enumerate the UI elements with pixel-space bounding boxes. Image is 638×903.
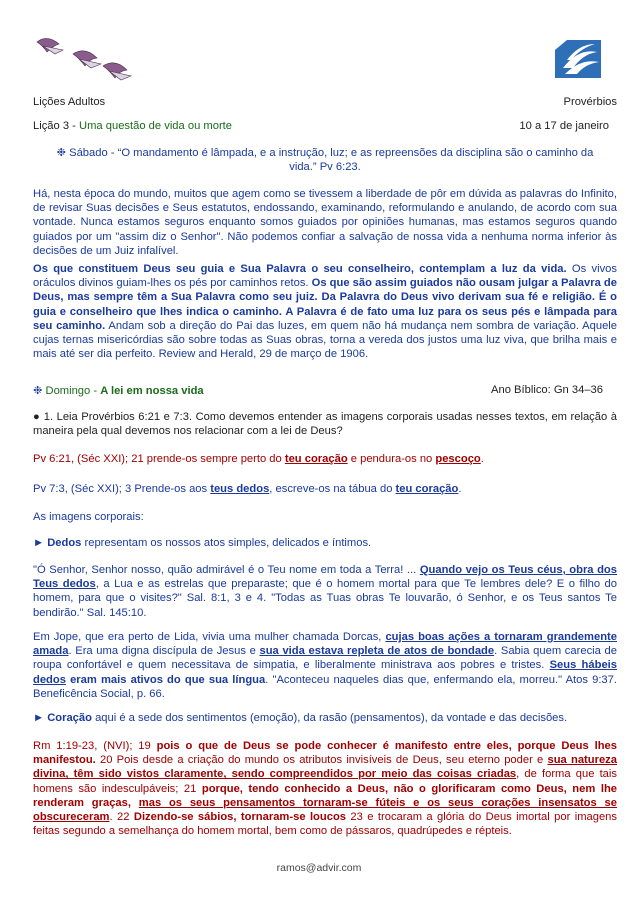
- footer-email: ramos@advir.com: [276, 862, 362, 874]
- verse-pv-6-21: Pv 6:21, (Séc XXI); 21 prende-os sempre perto do teu coração e pendura-os no pescoço.: [33, 453, 484, 465]
- church-logo: [553, 38, 603, 80]
- jope-paragraph: Em Jope, que era perto de Lida, vivia uma mulher chamada Dorcas, cujas boas ações a tornaram grandemente amada. Era uma digna discípula de Jesus e sua vida estava repleta de atos de bondade. Sabia quem carecia de roupa confortável e quem necessitava de simpatia, e liberalmente ministrava aos pobres e tristes. Seus hábeis dedos eram mais ativos do que sua língua. "Aconteceu naqueles dias que, enfermando ela, morreu." Atos 9:37. Beneficência Social, p. 66.: [33, 631, 618, 700]
- salmo-quote: "Ó Senhor, Senhor nosso, quão admirável é o Teu nome em toda a Terra! ... Quando vejo os Teus céus, obra dos Teus dedos, a Lua e as estrelas que preparaste; que é o homem mortal para que Te lembres dele? E o filho do homem, para que o visites?" Sal. 8:1, 3 e 4. "Todas as Tuas obras Te louvarão, ó Senhor, e os Teus santos Te bendirão." Sal. 145:10.: [33, 564, 617, 619]
- sabado-quote: ❉ Sábado - “O mandamento é lâmpada, e a instrução, luz; e as repreensões da disciplina são o caminho da vida.” Pv 6:23.: [56, 147, 594, 174]
- verse-pv-7-3: Pv 7:3, (Séc XXI); 3 Prende-os aos teus dedos, escreve-os na tábua do teu coração.: [33, 483, 462, 495]
- sabado-paragraph-2: Os que constituem Deus seu guia e Sua Palavra o seu conselheiro, contemplam a luz da vida. Os vivos oráculos divinos guiam-lhes os pés por caminhos retos. Os que são assim guiados não ousam julgar a Palavra de Deus, mas sempre têm a Sua Palavra como seu juiz. Da Palavra do Deus vivo derivam sua fé e religião. É o guia e conselheiro que lhes indica o caminho. A Palavra é de fato uma luz para os seus pés e lâmpada para seu caminho. Andam sob a direção do Pai das luzes, em quem não há mudança nem sombra de variação. Aquele cujas ternas misericórdias são sobre todas as Suas obras, torna a vereda dos justos uma luz viva, que brilha mais e mais até ser dia perfeito. Review and Herald, 29 de março de 1906.: [33, 263, 617, 361]
- sabado-paragraph-1: Há, nesta época do mundo, muitos que agem como se tivessem a liberdade de pôr em dúvida as palavras do Infinito, de revisar Suas decisões e Seus estatutos, endossando, examinando, reformulando e anulando, de acordo com sua vontade. Nunca estamos seguros enquanto somos guiados por opiniões humanas, mas estamos seguros quando guiados por um "assim diz o Senhor". Não podemos confiar a salvação de nossa vida a nenhuma norma inferior às decisões de um Juiz infalível.: [33, 188, 617, 257]
- bible-reading: Ano Bíblico: Gn 34–36: [491, 384, 603, 396]
- lesson-dates: 10 a 17 de janeiro: [519, 120, 609, 132]
- romanos-passage: Rm 1:19-23, (NVI); 19 pois o que de Deus se pode conhecer é manifesto entre eles, porque Deus lhes manifestou. 20 Pois desde a criação do mundo os atributos invisíveis de Deus, seu eterno poder e sua natureza divina, têm sido vistos claramente, sendo compreendidos por meio das coisas criadas, de forma que tais homens são indesculpáveis; 21 porque, tendo conhecido a Deus, não o glorificaram como Deus, nem lhe renderam graças, mas os seus pensamentos tornaram-se fúteis e os seus corações insensatos se obscureceram. 22 Dizendo-se sábios, tornaram-se loucos 23 e trocaram a glória do Deus imortal por imagens feitas segundo a semelhança do homem mortal, bem como de pássaros, quadrúpedes e répteis.: [33, 740, 617, 838]
- lesson-row: [33, 120, 617, 132]
- domingo-row: [33, 384, 617, 397]
- flower-icon: ❉: [56, 147, 66, 159]
- imagens-heading: As imagens corporais:: [33, 511, 144, 523]
- domingo-title: ❉ Domingo - A lei em nossa vida: [33, 385, 204, 397]
- lesson-title: Lição 3 - Uma questão de vida ou morte: [33, 120, 233, 132]
- header-row: [33, 96, 617, 108]
- coracao-item: ► Coração aqui é a sede dos sentimentos (emoção), da rasão (pensamentos), da vontade e das decisões.: [33, 712, 568, 724]
- birds-logo: [33, 32, 143, 84]
- arrow-icon: ►: [33, 537, 45, 549]
- series-label: Lições Adultos: [33, 96, 106, 108]
- flower-icon: ❉: [33, 385, 43, 397]
- question-1: ● 1. Leia Provérbios 6:21 e 7:3. Como devemos entender as imagens corporais usadas nesses textos, em relação à maneira pela qual devemos nos relacionar com a lei de Deus?: [33, 411, 617, 438]
- arrow-icon: ►: [33, 712, 45, 724]
- dedos-item: ► Dedos representam os nossos atos simples, delicados e íntimos.: [33, 537, 372, 549]
- book-label: Provérbios: [563, 96, 617, 108]
